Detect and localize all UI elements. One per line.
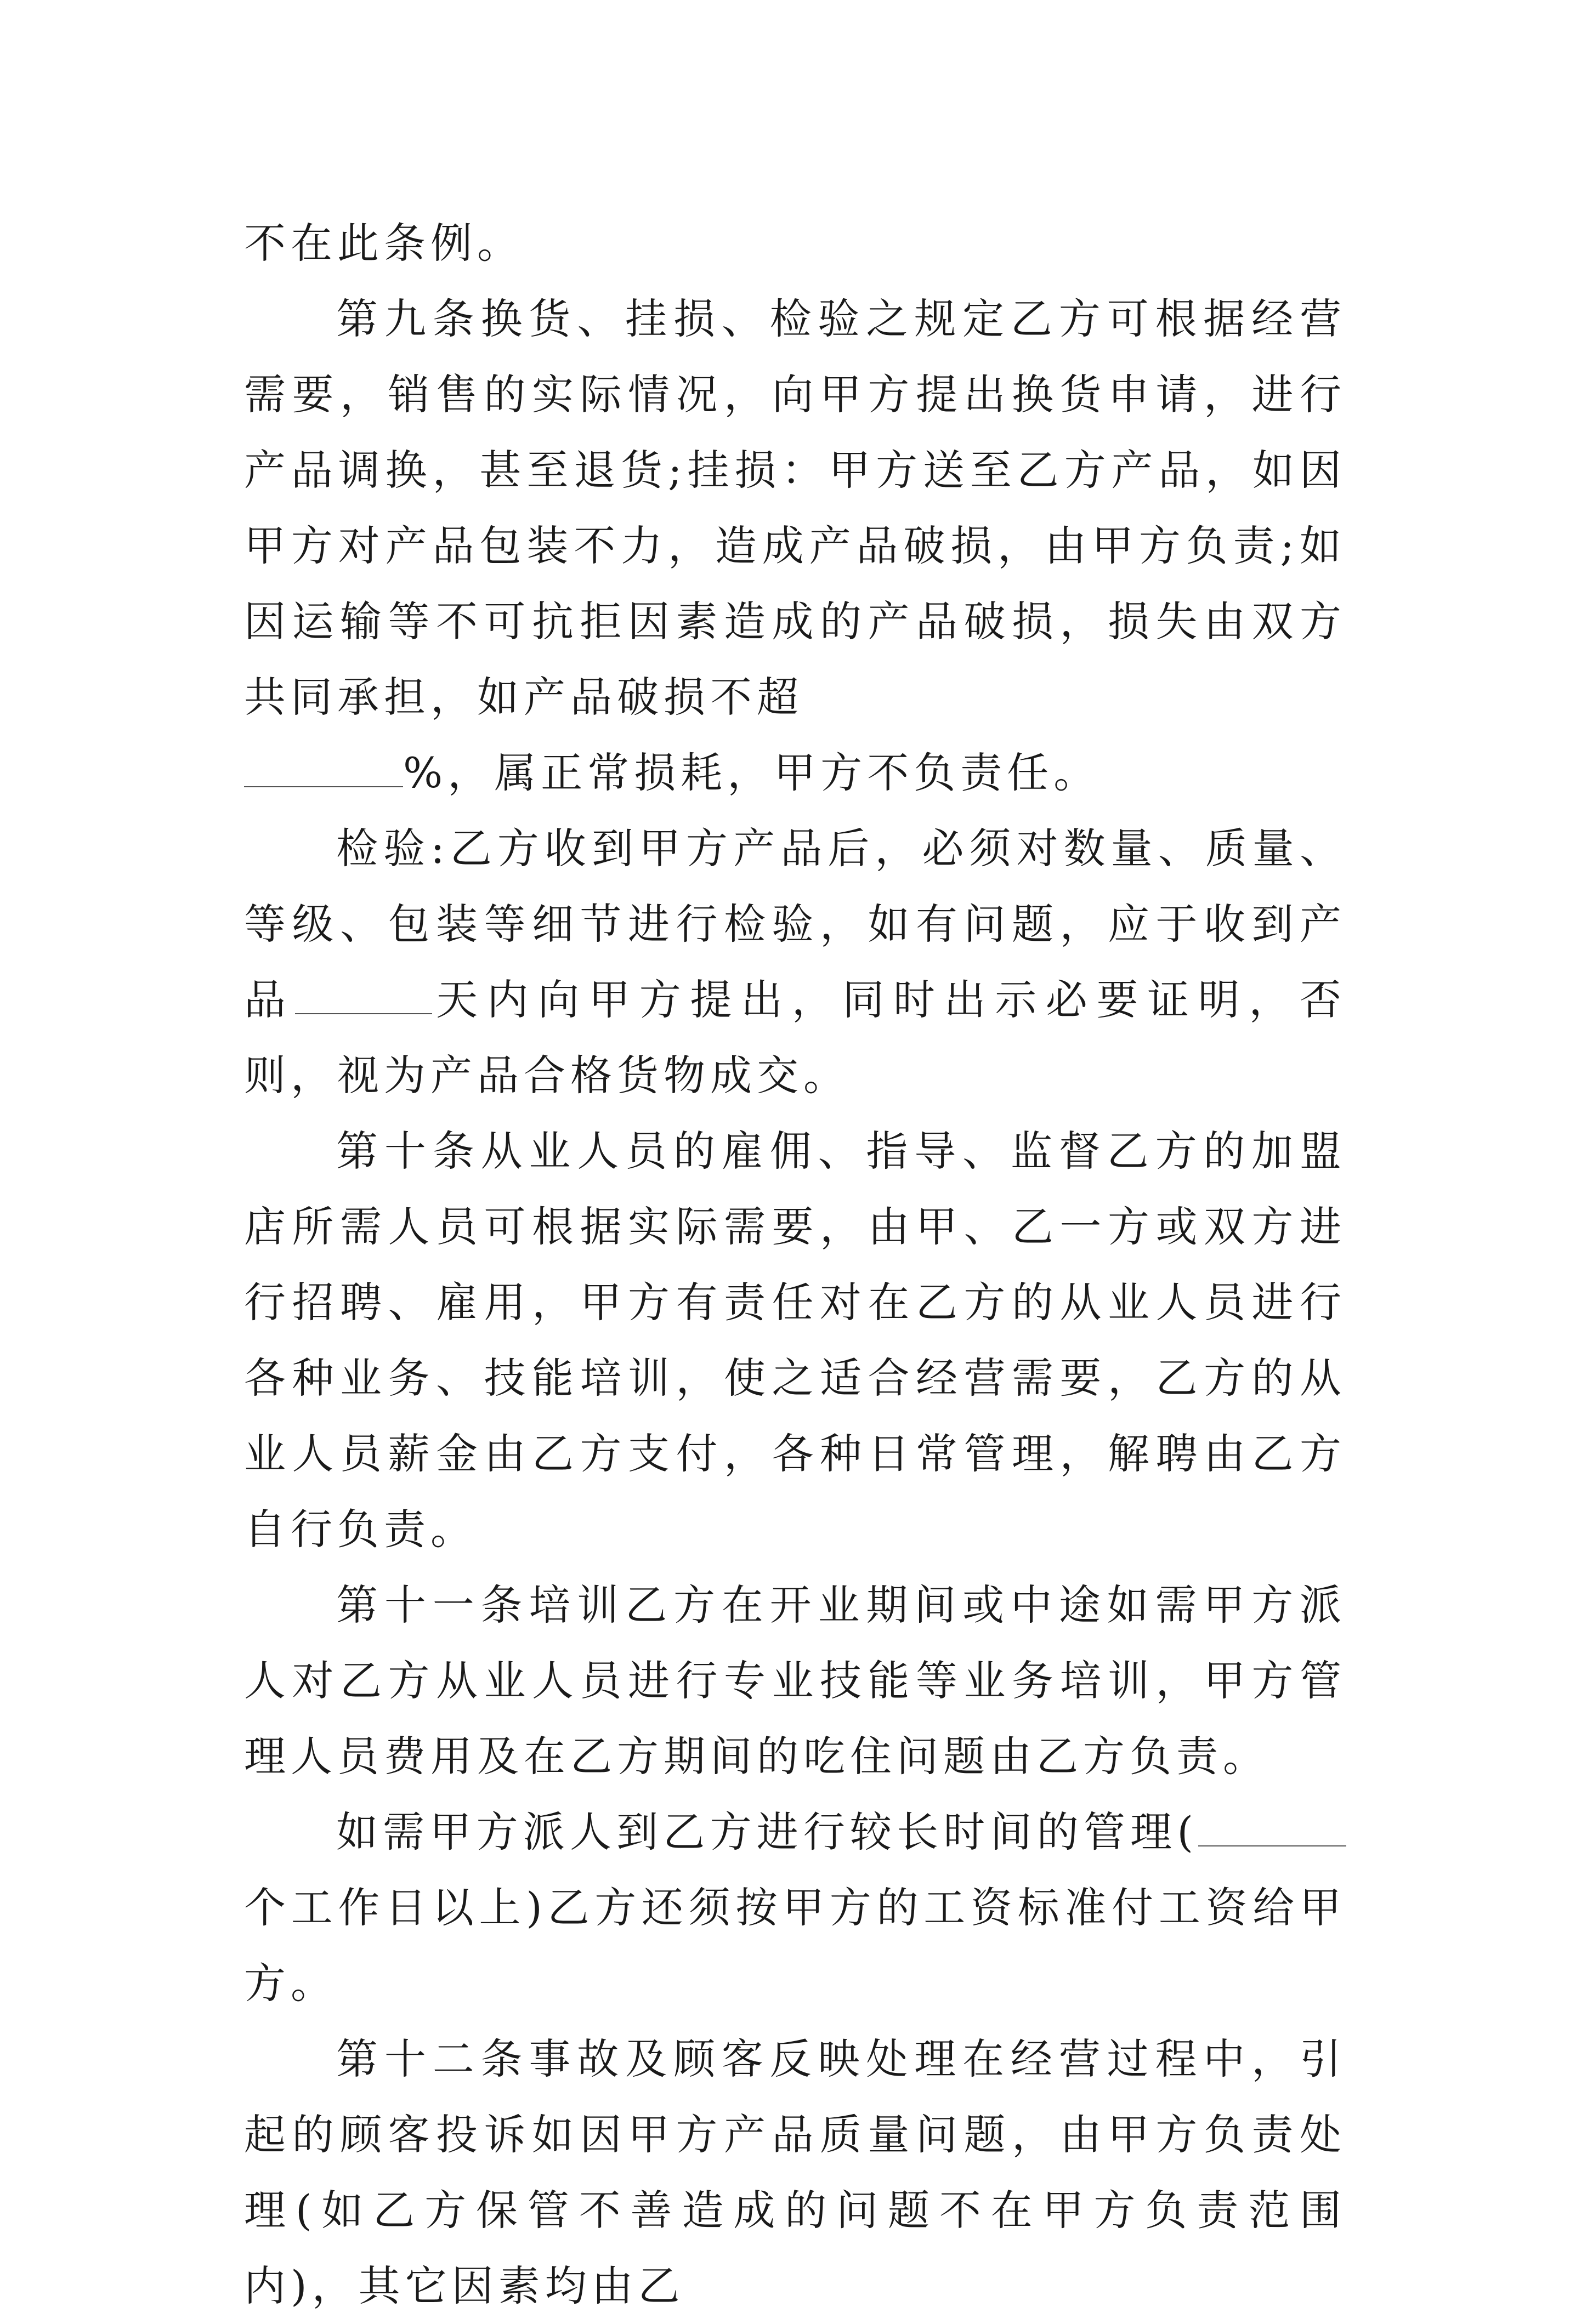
paragraph-text: 个工作日以上)乙方还须按甲方的工资标准付工资给甲方。 xyxy=(244,1883,1346,2008)
paragraph-article-12 xyxy=(244,2021,1346,2324)
paragraph-text: 天内向甲方提出，同时出示必要证明，否则，视为产品合格货物成交。 xyxy=(244,975,1347,1100)
paragraph-text: 不在此条例。 xyxy=(244,219,524,268)
fill-in-blank-percent[interactable] xyxy=(244,751,403,787)
paragraph-continuation xyxy=(244,206,1346,281)
paragraph-article-9 xyxy=(244,281,1346,811)
paragraph-text: 如需甲方派人到乙方进行较长时间的管理( xyxy=(336,1808,1198,1856)
paragraph-text: 第十条从业人员的雇佣、指导、监督乙方的加盟店所需人员可根据实际需要，由甲、乙一方或双方进行招聘、雇用，甲方有责任对在乙方的从业人员进行各种业务、技能培训，使之适合经营需要，乙方的从业人员薪金由乙方支付，各种日常管理，解聘由乙方自行负责。 xyxy=(244,1127,1346,1554)
paragraph-article-10 xyxy=(244,1113,1346,1567)
paragraph-text: 第十二条事故及顾客反映处理在经营过程中，引起的顾客投诉如因甲方产品质量问题，由甲方负责处理(如乙方保管不善造成的问题不在甲方负责范围内)，其它因素均由乙 xyxy=(244,2035,1346,2310)
paragraph-text: %，属正常损耗，甲方不负责任。 xyxy=(403,748,1101,797)
fill-in-blank-workdays[interactable] xyxy=(1198,1810,1346,1846)
paragraph-text: 检验:乙方收到甲方产品后，必须对数量、质量、等级、包装等细节进行检验，如有问题，应于收到产品 xyxy=(244,824,1346,1024)
paragraph-text: 第十一条培训乙方在开业期间或中途如需甲方派人对乙方从业人员进行专业技能等业务培训，甲方管理人员费用及在乙方期间的吃住问题由乙方负责。 xyxy=(244,1581,1346,1781)
paragraph-management xyxy=(244,1794,1346,2021)
paragraph-inspection xyxy=(244,811,1346,1113)
paragraph-article-11 xyxy=(244,1567,1346,1794)
document-page xyxy=(244,206,1346,2324)
fill-in-blank-days[interactable] xyxy=(295,978,432,1014)
paragraph-text: 第九条换货、挂损、检验之规定乙方可根据经营需要，销售的实际情况，向甲方提出换货申请，进行产品调换，甚至退货;挂损：甲方送至乙方产品，如因甲方对产品包装不力，造成产品破损，由甲方负责;如因运输等不可抗拒因素造成的产品破损，损失由双方共同承担，如产品破损不超 xyxy=(244,294,1346,721)
